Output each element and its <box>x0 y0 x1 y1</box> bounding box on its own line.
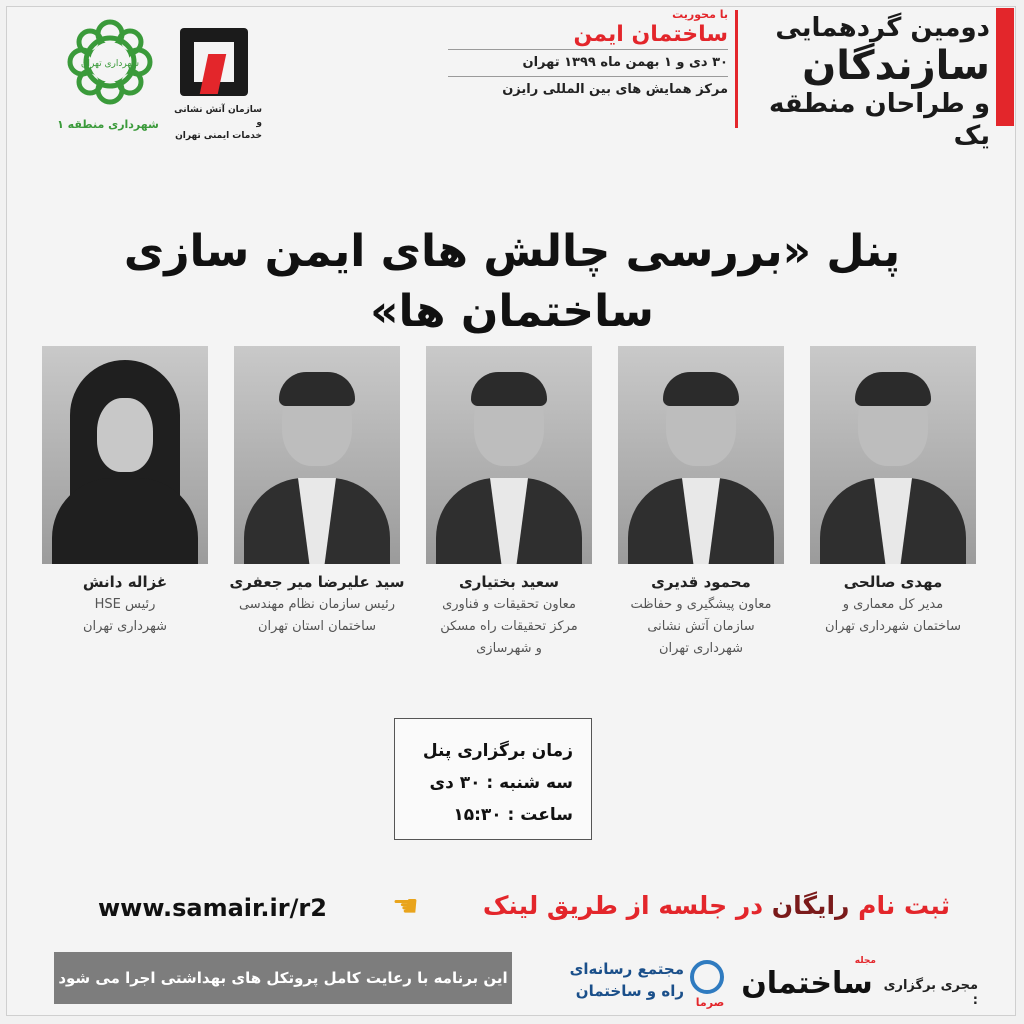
speaker-role-line: رئیس سازمان نظام مهندسی <box>238 597 396 612</box>
registration-part3: در جلسه از طریق لینک <box>482 891 764 920</box>
speaker-role-line: ساختمان شهرداری تهران <box>825 619 961 634</box>
registration-part1: ثبت نام <box>858 891 950 920</box>
magazine-small-label: مجله <box>854 956 876 966</box>
pointing-hand-icon: ☚ <box>392 889 419 924</box>
speaker-photo-5 <box>42 346 208 564</box>
event-info <box>448 8 728 103</box>
speaker-name: سعید بختیاری <box>459 573 559 591</box>
speaker-name: مهدی صالحی <box>843 573 943 591</box>
speaker-role-line: رئیس HSE <box>94 597 156 612</box>
event-title-line1: دومین گردهمایی <box>775 13 990 43</box>
media-org-line2: راه و ساختمان <box>575 982 684 1000</box>
speaker-2 <box>606 570 796 660</box>
speaker-name: سید علیرضا میر جعفری <box>229 573 405 591</box>
speaker-4 <box>222 570 412 638</box>
health-notice-bar: این برنامه با رعایت کامل پروتکل های بهداشتی اجرا می شود <box>54 952 512 1004</box>
media-org-logo-icon <box>690 960 724 994</box>
panel-title: پنل «بررسی چالش های ایمن سازی ساختمان ها» <box>123 226 901 337</box>
media-org-name <box>544 958 684 1002</box>
speaker-photo-4 <box>234 346 400 564</box>
registration-link[interactable]: www.samair.ir/r2 <box>98 894 327 922</box>
speaker-role-line: ساختمان استان تهران <box>258 619 376 634</box>
schedule-box <box>394 718 592 840</box>
registration-part2: رایگان <box>771 891 850 920</box>
fire-department-name <box>170 104 262 143</box>
speaker-role-line: مدیر کل معماری و <box>842 597 944 612</box>
registration-text <box>470 888 950 924</box>
magazine-name: ساختمان <box>741 966 873 1001</box>
header-divider <box>735 10 738 128</box>
speaker-name: غزاله دانش <box>82 573 168 591</box>
speaker-5 <box>30 570 220 638</box>
speaker-role-line: مرکز تحقیقات راه مسکن <box>440 619 578 634</box>
speaker-role-line: معاون تحقیقات و فناوری <box>442 597 576 612</box>
speaker-3 <box>414 570 604 660</box>
event-venue: مرکز همایش های بین المللی رایزن <box>448 76 728 103</box>
media-org-short: صرما <box>695 996 725 1009</box>
speaker-photo-3 <box>426 346 592 564</box>
axis-topic: ساختمان ایمن <box>573 22 728 47</box>
axis-label: با محوریت <box>672 8 728 21</box>
speaker-role-line: معاون پیشگیری و حفاظت <box>630 597 772 612</box>
executor-label: مجری برگزاری : <box>883 978 978 1008</box>
schedule-time: ساعت : ۱۵:۳۰ <box>453 805 573 825</box>
speaker-photo-1 <box>810 346 976 564</box>
fire-department-logo <box>180 28 248 96</box>
schedule-day: سه شنبه : ۳۰ دی <box>429 773 573 793</box>
speaker-role-line: و شهرسازی <box>476 641 542 656</box>
header-red-bar <box>996 8 1014 126</box>
speaker-name: محمود قدیری <box>651 573 751 591</box>
schedule-heading: زمان برگزاری پنل <box>422 741 573 761</box>
municipality-label: شهرداری منطقه ۱ <box>57 118 159 131</box>
speaker-role-line: سازمان آتش نشانی <box>647 619 755 634</box>
municipality-logo-text: شهرداری تهران <box>80 59 140 69</box>
event-title-line2: سازندگان <box>802 43 990 89</box>
speaker-role-line: شهرداری تهران <box>659 641 743 656</box>
fire-org-line2: خدمات ایمنی تهران <box>175 131 262 141</box>
speaker-1 <box>798 570 988 638</box>
fire-org-line1: سازمان آتش نشانی و <box>174 105 262 128</box>
event-date: ۳۰ دی و ۱ بهمن ماه ۱۳۹۹ تهران <box>448 49 728 76</box>
event-title <box>740 12 990 151</box>
municipality-logo <box>62 14 158 110</box>
speaker-photo-2 <box>618 346 784 564</box>
speaker-role-line: شهرداری تهران <box>83 619 167 634</box>
media-org-line1: مجتمع رسانه‌ای <box>569 960 684 978</box>
event-title-line3: و طراحان منطقه یک <box>768 89 990 151</box>
